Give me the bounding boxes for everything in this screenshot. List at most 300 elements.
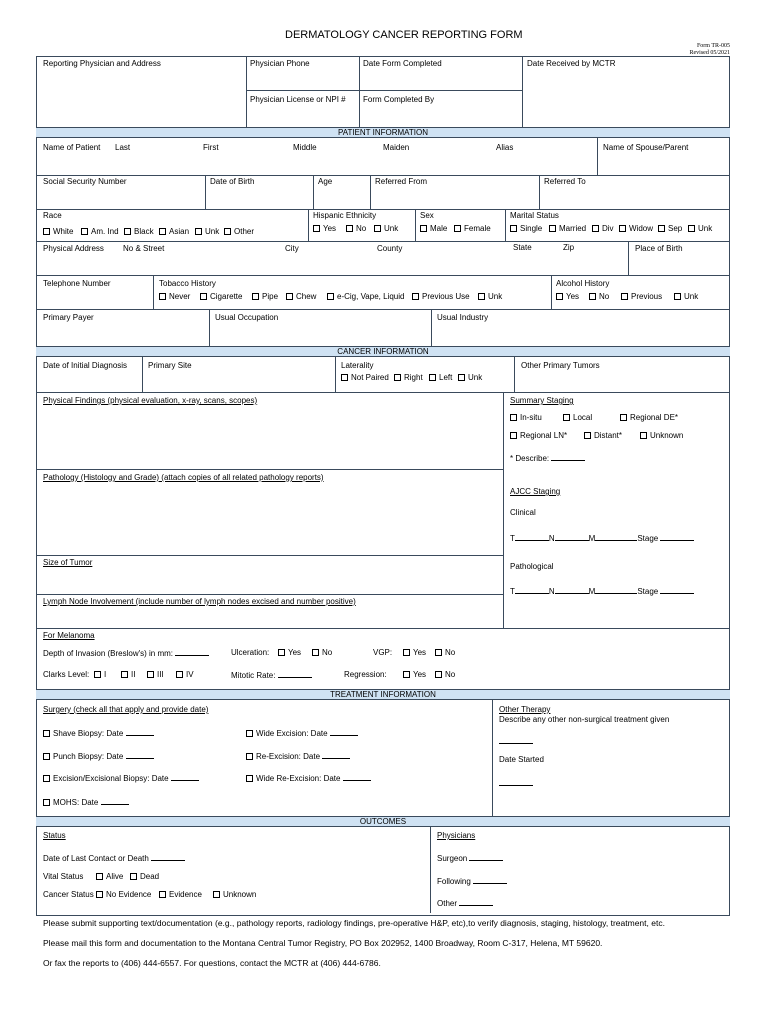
checkbox-box[interactable] [200,293,207,300]
sex-label: Sex [420,211,434,220]
checkbox-box[interactable] [195,228,202,235]
staging-local-checkbox[interactable] [563,413,592,423]
clarks-option: IV [186,670,194,679]
reexcision-label: Re-Excision: Date [256,752,321,761]
other-therapy-blank-line[interactable] [499,736,533,744]
vgp-label: VGP: [373,648,393,657]
mitotic-blank[interactable] [278,670,312,678]
checkbox-box[interactable] [556,293,563,300]
race-unk-checkbox[interactable] [195,227,219,237]
wide-re-excision-checkbox[interactable] [246,773,371,784]
marital-sep-checkbox[interactable] [658,224,682,234]
footer-line-1: Please submit supporting text/documentation (e.g., pathology reports, radiology findings, pre-operative H&P, etc),to verify diagnosis, staging, histology, treatment, etc. [43,918,665,928]
county-label: County [377,244,403,253]
tobacco-pipe-checkbox[interactable] [252,292,278,302]
t-label: T [510,534,515,543]
other-therapy-blank[interactable] [499,736,533,747]
checkbox-box[interactable] [43,228,50,235]
m-label: M [588,534,596,543]
alias-label: Alias [496,143,514,152]
checkbox-box[interactable] [159,891,166,898]
surgeon-label: Surgeon [437,854,468,863]
alcohol-unk-checkbox[interactable] [674,292,698,302]
stage-label: Stage [637,534,659,543]
last-contact-field[interactable] [43,853,185,864]
clinical-t-blank[interactable] [515,533,549,541]
staging-option: Unknown [650,431,684,440]
clinical-stage-blank[interactable] [660,533,694,541]
ulceration-label: Ulceration: [231,648,270,657]
checkbox-box[interactable] [674,293,681,300]
checkbox-box[interactable] [619,225,626,232]
marital-option: Sep [668,224,683,233]
laterality-option: Not Paired [351,373,389,382]
tobacco-chew-checkbox[interactable] [286,292,316,302]
wide-excision-checkbox[interactable] [246,728,358,739]
clarks-option: I [104,670,107,679]
physicians-label: Physicians [437,831,476,840]
mohs-checkbox[interactable] [43,797,129,808]
checkbox-box[interactable] [312,649,319,656]
spouse-label: Name of Spouse/Parent [603,143,689,152]
completed-by-label: Form Completed By [363,95,435,104]
punch-label: Punch Biopsy: Date [53,752,124,761]
vital-status-label: Vital Status [43,872,84,881]
laterality-label: Laterality [341,361,374,370]
clarks-i-checkbox[interactable] [94,670,106,680]
cancer-status-evidence-checkbox[interactable] [159,890,202,900]
alcohol-option: Unk [684,292,699,301]
checkbox-box[interactable] [246,775,253,782]
depth-field[interactable] [43,648,209,659]
checkbox-box[interactable] [640,432,647,439]
sex-male-checkbox[interactable] [420,224,447,234]
following-blank[interactable] [473,876,507,884]
excisional-label: Excision/Excisional Biopsy: Date [53,774,169,783]
hispanic-option: No [356,224,367,233]
staging-regional-de-checkbox[interactable] [620,413,678,423]
physical-address-label: Physical Address [43,244,104,253]
other-physician-field[interactable] [437,898,493,909]
staging-option: Regional LN* [520,431,568,440]
clinical-n-blank[interactable] [555,533,589,541]
tobacco-option: Pipe [262,292,279,301]
marital-div-checkbox[interactable] [592,224,614,234]
checkbox-box[interactable] [43,799,50,806]
summary-staging-label: Summary Staging [510,396,574,405]
marital-option: Single [520,224,543,233]
wide-label: Wide Excision: Date [256,729,328,738]
no-option: No [445,648,456,657]
race-asian-checkbox[interactable] [159,227,189,237]
checkbox-box[interactable] [589,293,596,300]
checkbox-box[interactable] [346,225,353,232]
form-id: Form TR-005 [696,43,730,49]
yes-option: Yes [413,648,427,657]
describe-field[interactable] [510,453,585,464]
date-started-blank[interactable] [499,778,533,789]
checkbox-box[interactable] [43,775,50,782]
place-of-birth-label: Place of Birth [635,244,683,253]
alcohol-yes-checkbox[interactable] [556,292,579,302]
checkbox-box[interactable] [429,374,436,381]
patient-info-header: PATIENT INFORMATION [36,127,730,138]
marital-single-checkbox[interactable] [510,224,542,234]
checkbox-box[interactable] [94,671,101,678]
staging-option: Regional DE* [630,413,679,422]
tobacco-option: Chew [296,292,317,301]
treatment-info-header: TREATMENT INFORMATION [36,689,730,700]
excisional-date-blank[interactable] [171,773,199,781]
alcohol-no-checkbox[interactable] [589,292,609,302]
other-physician-blank[interactable] [459,898,493,906]
checkbox-box[interactable] [510,432,517,439]
sex-female-checkbox[interactable] [454,224,491,234]
race-option: Other [234,227,255,236]
cancer-status-unknown-checkbox[interactable] [213,890,256,900]
regression-yes-checkbox[interactable] [403,670,426,680]
following-label: Following [437,877,471,886]
checkbox-box[interactable] [286,293,293,300]
race-option: Unk [205,227,220,236]
state-label: State [513,243,532,252]
describe-label: * Describe: [510,454,550,463]
sex-option: Female [464,224,491,233]
checkbox-box[interactable] [252,293,259,300]
marital-option: Married [559,224,587,233]
license-label: Physician License or NPI # [250,95,346,104]
hispanic-label: Hispanic Ethnicity [313,211,377,220]
pathological-label: Pathological [510,562,554,571]
tobacco-label: Tobacco History [159,279,216,288]
marital-married-checkbox[interactable] [549,224,586,234]
stage-label: Stage [637,587,659,596]
mitotic-label: Mitotic Rate: [231,671,276,680]
following-field[interactable] [437,876,507,887]
vgp-no-checkbox[interactable] [435,648,455,658]
laterality-unk-checkbox[interactable] [458,373,482,383]
alcohol-option: Yes [566,292,580,301]
last-contact-blank[interactable] [151,853,185,861]
clarks-label: Clarks Level: [43,670,90,679]
date-initial-label: Date of Initial Diagnosis [43,361,128,370]
status-label: Status [43,831,66,840]
last-contact-label: Date of Last Contact or Death [43,854,149,863]
vgp-yes-checkbox[interactable] [403,648,426,658]
hispanic-no-checkbox[interactable] [346,224,366,234]
checkbox-box[interactable] [454,225,461,232]
date-started-blank-line[interactable] [499,778,533,786]
regression-label: Regression: [344,670,387,679]
patient-name-label: Name of Patient [43,143,101,152]
re-excision-checkbox[interactable] [246,751,350,762]
clarks-iii-checkbox[interactable] [147,670,164,680]
checkbox-box[interactable] [313,225,320,232]
checkbox-box[interactable] [81,228,88,235]
age-label: Age [318,177,333,186]
regression-no-checkbox[interactable] [435,670,455,680]
laterality-left-checkbox[interactable] [429,373,452,383]
tobacco-option: Never [169,292,191,301]
checkbox-box[interactable] [121,671,128,678]
industry-label: Usual Industry [437,313,489,322]
race-option: Am. Ind [91,227,119,236]
checkbox-box[interactable] [159,228,166,235]
marital-option: Widow [629,224,654,233]
hispanic-option: Unk [384,224,399,233]
first-label: First [203,143,219,152]
checkbox-box[interactable] [43,753,50,760]
checkbox-box[interactable] [159,293,166,300]
ulceration-yes-checkbox[interactable] [278,648,301,658]
cancer-status-option: Evidence [169,890,202,899]
hispanic-unk-checkbox[interactable] [374,224,398,234]
primary-payer-label: Primary Payer [43,313,94,322]
other-physician-label: Other [437,899,458,908]
checkbox-box[interactable] [246,753,253,760]
mohs-date-blank[interactable] [101,797,129,805]
pathological-tnm-row[interactable] [510,586,694,597]
tobacco-unk-checkbox[interactable] [478,292,502,302]
tobacco-previous-checkbox[interactable] [412,292,470,302]
marital-label: Marital Status [510,211,559,220]
vital-option: Dead [140,872,160,881]
excisional-biopsy-checkbox[interactable] [43,773,199,784]
no-option: No [322,648,333,657]
staging-distant-checkbox[interactable] [584,431,622,441]
checkbox-box[interactable] [403,649,410,656]
path-t-blank[interactable] [515,586,549,594]
depth-label: Depth of Invasion (Breslow's) in mm: [43,649,174,658]
outcomes-header: OUTCOMES [36,816,730,827]
path-stage-blank[interactable] [660,586,694,594]
cancer-status-label: Cancer Status [43,890,94,899]
reexcision-date-blank[interactable] [322,751,350,759]
checkbox-box[interactable] [403,671,410,678]
checkbox-box[interactable] [124,228,131,235]
race-label: Race [43,211,62,220]
checkbox-box[interactable] [374,225,381,232]
mohs-label: MOHS: Date [53,798,99,807]
tobacco-cigarette-checkbox[interactable] [200,292,242,302]
tobacco-ecig-checkbox[interactable] [327,292,404,302]
clarks-option: II [131,670,136,679]
checkbox-box[interactable] [688,225,695,232]
checkbox-box[interactable] [620,414,627,421]
checkbox-box[interactable] [510,414,517,421]
wide-date-blank[interactable] [330,728,358,736]
n-label: N [548,587,555,596]
checkbox-box[interactable] [592,225,599,232]
shave-label: Shave Biopsy: Date [53,729,124,738]
checkbox-box[interactable] [224,228,231,235]
describe-blank[interactable] [551,453,585,461]
tumor-size-label: Size of Tumor [43,558,93,567]
other-therapy-label: Other Therapy [499,705,551,714]
primary-site-label: Primary Site [148,361,192,370]
hispanic-yes-checkbox[interactable] [313,224,336,234]
city-label: City [285,244,299,253]
tobacco-option: Cigarette [210,292,243,301]
physical-findings-label: Physical Findings (physical evaluation, x-ray, scans, scopes) [43,396,258,405]
marital-option: Div [602,224,614,233]
wide-re-date-blank[interactable] [343,773,371,781]
laterality-option: Left [439,373,453,382]
checkbox-box[interactable] [394,374,401,381]
form-revised: Revised 05/2021 [689,50,730,56]
ajcc-label: AJCC Staging [510,487,561,496]
date-received-label: Date Received by MCTR [527,59,616,68]
alcohol-label: Alcohol History [556,279,610,288]
sex-option: Male [430,224,448,233]
cancer-info-header: CANCER INFORMATION [36,346,730,357]
shave-biopsy-checkbox[interactable] [43,728,154,739]
ssn-label: Social Security Number [43,177,127,186]
clinical-m-blank[interactable] [595,533,637,541]
checkbox-box[interactable] [327,293,334,300]
staging-option: Distant* [594,431,623,440]
physician-address-label: Reporting Physician and Address [43,59,161,68]
zip-label: Zip [563,243,575,252]
alcohol-option: No [599,292,610,301]
checkbox-box[interactable] [549,225,556,232]
race-am-ind-checkbox[interactable] [81,227,119,237]
maiden-label: Maiden [383,143,410,152]
race-option: Black [134,227,154,236]
cancer-status-no-evidence-checkbox[interactable] [96,890,151,900]
checkbox-box[interactable] [458,374,465,381]
referred-from-label: Referred From [375,177,428,186]
laterality-option: Right [404,373,423,382]
checkbox-box[interactable] [130,873,137,880]
n-label: N [548,534,555,543]
checkbox-box[interactable] [563,414,570,421]
yes-option: Yes [413,670,427,679]
race-white-checkbox[interactable] [43,227,73,237]
surgeon-field[interactable] [437,853,503,864]
clinical-tnm-row[interactable] [510,533,694,544]
checkbox-box[interactable] [43,730,50,737]
punch-date-blank[interactable] [126,751,154,759]
last-label: Last [115,143,131,152]
form-title: DERMATOLOGY CANCER REPORTING FORM [285,29,523,41]
other-therapy-desc: Describe any other non-surgical treatment given [499,715,670,724]
physician-phone-label: Physician Phone [250,59,310,68]
path-m-blank[interactable] [595,586,637,594]
other-primary-label: Other Primary Tumors [521,361,600,370]
checkbox-box[interactable] [96,873,103,880]
laterality-right-checkbox[interactable] [394,373,423,383]
staging-unknown-checkbox[interactable] [640,431,683,441]
wide-re-label: Wide Re-Excision: Date [256,774,341,783]
checkbox-box[interactable] [621,293,628,300]
surgeon-blank[interactable] [469,853,503,861]
marital-widow-checkbox[interactable] [619,224,653,234]
occupation-label: Usual Occupation [215,313,279,322]
staging-option: In-situ [520,413,542,422]
checkbox-box[interactable] [341,374,348,381]
melanoma-label: For Melanoma [43,631,95,640]
tobacco-never-checkbox[interactable] [159,292,190,302]
checkbox-box[interactable] [435,649,442,656]
telephone-label: Telephone Number [43,279,111,288]
tobacco-option: Previous Use [422,292,470,301]
m-label: M [588,587,596,596]
yes-option: Yes [288,648,302,657]
tobacco-option: e-Cig, Vape, Liquid [337,292,405,301]
laterality-not-paired-checkbox[interactable] [341,373,389,383]
pathology-label: Pathology (Histology and Grade) (attach copies of all related pathology reports) [43,473,324,482]
street-label: No & Street [123,244,165,253]
ulceration-no-checkbox[interactable] [312,648,332,658]
staging-insitu-checkbox[interactable] [510,413,542,423]
checkbox-box[interactable] [510,225,517,232]
lymph-node-label: Lymph Node Involvement (include number of lymph nodes excised and number positive) [43,597,356,606]
checkbox-box[interactable] [420,225,427,232]
dob-label: Date of Birth [210,177,255,186]
marital-unk-checkbox[interactable] [688,224,712,234]
checkbox-box[interactable] [147,671,154,678]
checkbox-box[interactable] [278,649,285,656]
alcohol-previous-checkbox[interactable] [621,292,662,302]
checkbox-box[interactable] [176,671,183,678]
hispanic-option: Yes [323,224,337,233]
laterality-option: Unk [468,373,483,382]
vital-alive-checkbox[interactable] [96,872,123,882]
cancer-status-option: Unknown [223,890,257,899]
vital-option: Alive [106,872,124,881]
alcohol-option: Previous [631,292,663,301]
marital-option: Unk [698,224,713,233]
checkbox-box[interactable] [658,225,665,232]
clarks-iv-checkbox[interactable] [176,670,194,680]
checkbox-box[interactable] [584,432,591,439]
checkbox-box[interactable] [213,891,220,898]
mitotic-field[interactable] [231,670,312,681]
punch-biopsy-checkbox[interactable] [43,751,154,762]
referred-to-label: Referred To [544,177,586,186]
checkbox-box[interactable] [246,730,253,737]
clarks-ii-checkbox[interactable] [121,670,135,680]
no-option: No [445,670,456,679]
checkbox-box[interactable] [412,293,419,300]
checkbox-box[interactable] [435,671,442,678]
checkbox-box[interactable] [96,891,103,898]
footer-line-2: Please mail this form and documentation to the Montana Central Tumor Registry, PO Box 202952, 1400 Broadway, Room C-317, Helena, MT 59620. [43,938,603,948]
staging-regional-ln-checkbox[interactable] [510,431,567,441]
date-started-label: Date Started [499,755,544,764]
path-n-blank[interactable] [555,586,589,594]
race-other-checkbox[interactable] [224,227,254,237]
shave-date-blank[interactable] [126,728,154,736]
tobacco-option: Unk [488,292,503,301]
t-label: T [510,587,515,596]
footer-line-3: Or fax the reports to (406) 444-6557. For questions, contact the MCTR at (406) 444-6786. [43,958,381,968]
checkbox-box[interactable] [478,293,485,300]
staging-option: Local [573,413,593,422]
race-option: Asian [169,227,190,236]
clinical-label: Clinical [510,508,536,517]
race-black-checkbox[interactable] [124,227,154,237]
race-option: White [53,227,74,236]
vital-dead-checkbox[interactable] [130,872,159,882]
cancer-status-option: No Evidence [106,890,152,899]
middle-label: Middle [293,143,317,152]
surgery-label: Surgery (check all that apply and provide date) [43,705,209,714]
depth-blank[interactable] [175,648,209,656]
clarks-option: III [157,670,164,679]
date-completed-label: Date Form Completed [363,59,442,68]
